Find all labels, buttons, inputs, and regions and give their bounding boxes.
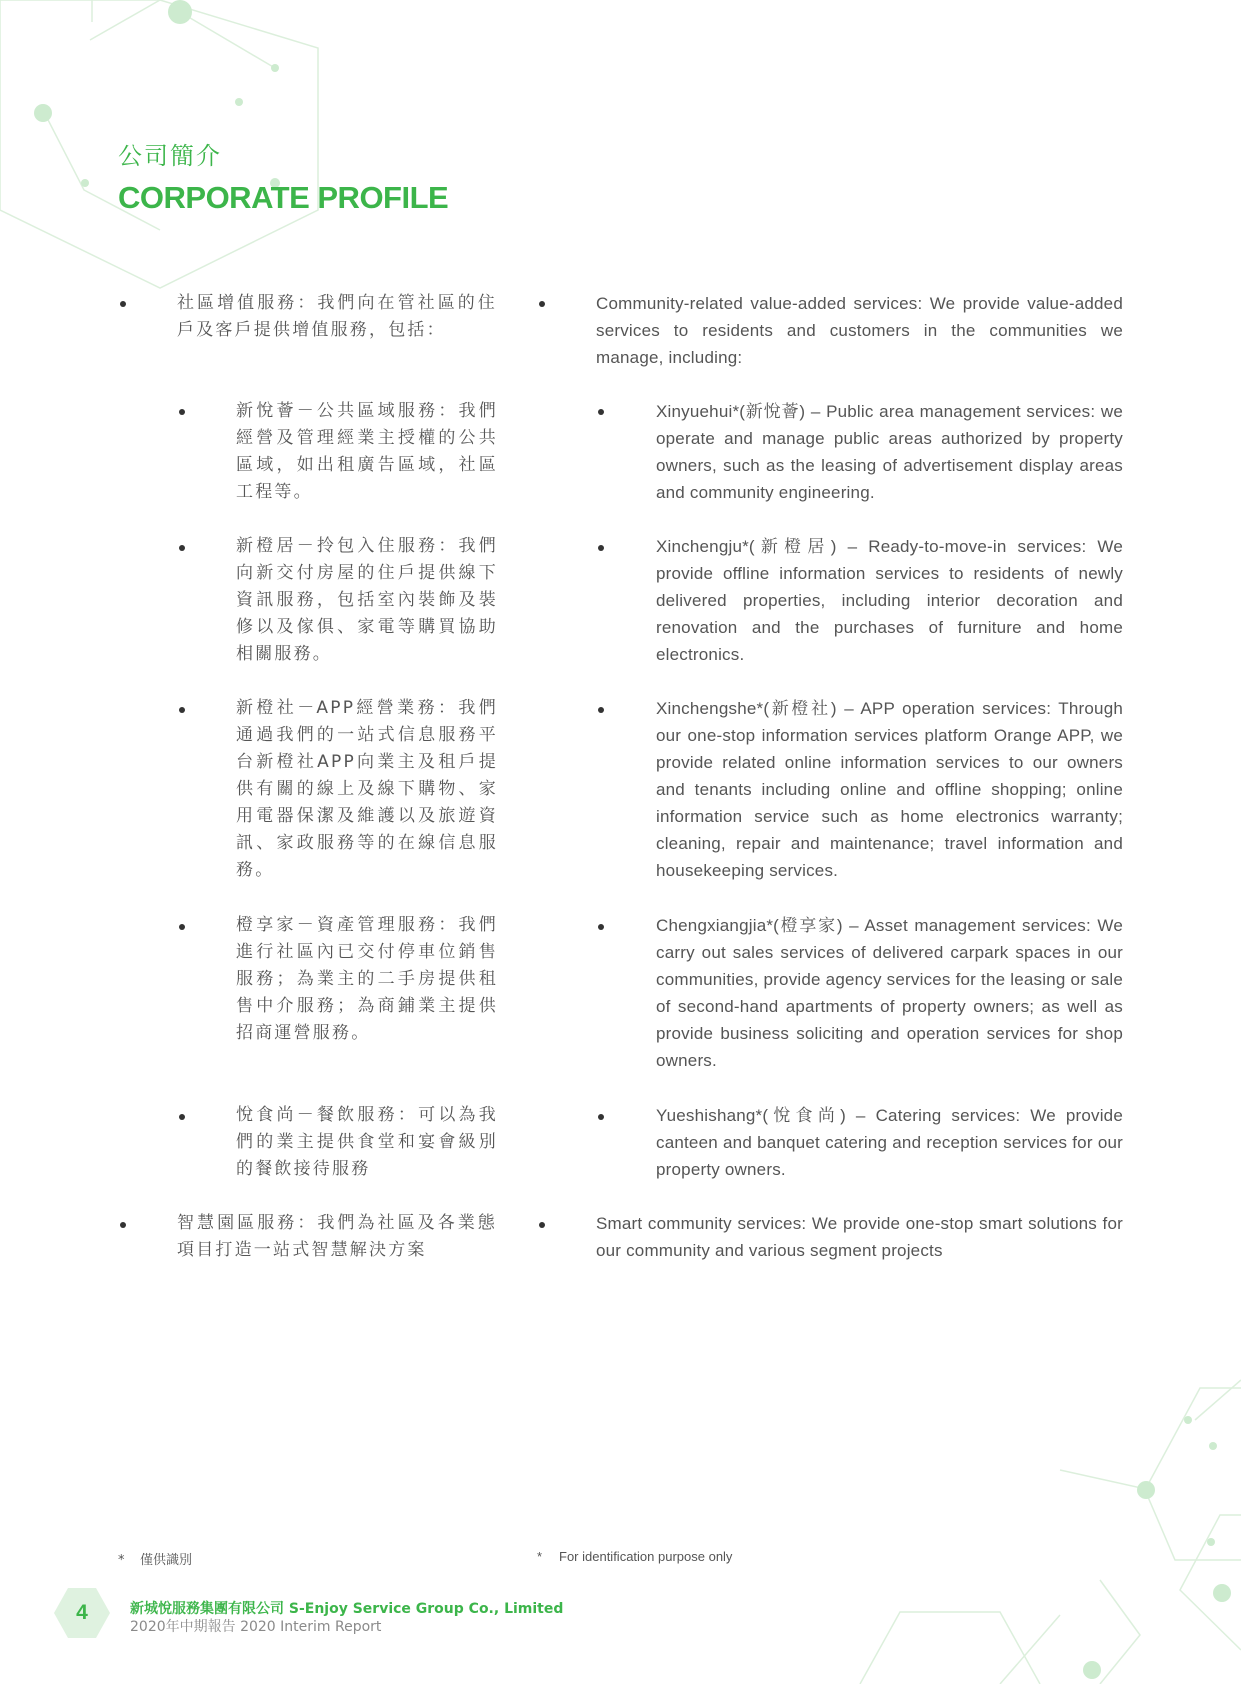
page-title: CORPORATE PROFILE [118, 180, 449, 215]
company-name: 新城悅服務集團有限公司 S-Enjoy Service Group Co., Limited [130, 1601, 564, 1617]
footnote-cn [118, 1549, 192, 1568]
sub-item-en: Chengxiangjia*(橙享家) – Asset management services: We carry out sales services of delivered carpark spaces in our communities, provide agency services for the leasing or sale of second-hand apartments of property owners; as well as provide business soliciting and operation services for shop owners. [656, 916, 1123, 1070]
bullet-icon [179, 924, 185, 930]
bullet-icon [120, 1222, 126, 1228]
footnote-star: * [537, 1549, 543, 1564]
footnote-en-text: For identification purpose only [559, 1549, 733, 1564]
bullet-icon [598, 409, 604, 415]
sub-item-cn: 悅食尚－餐飲服務：可以為我們的業主提供食堂和宴會級別的餐飲接待服務 [236, 1105, 498, 1179]
list-item-en: Smart community services: We provide one-stop smart solutions for our community and various segment projects [596, 1214, 1123, 1260]
list-item-cn: 智慧園區服務：我們為社區及各業態項目打造一站式智慧解決方案 [177, 1213, 497, 1260]
page-number: 4 [76, 1601, 88, 1624]
page-title-chinese: 公司簡介 [118, 142, 222, 170]
list-item-en: Community-related value-added services: We provide value-added services to residents and customers in the communities we manage, including: [596, 294, 1123, 367]
footnote-cn-text: 僅供識別 [140, 1553, 193, 1568]
bullet-icon [598, 924, 604, 930]
sub-item-en: Xinchengju*(新橙居) – Ready-to-move-in services: We provide offline information services to residents of newly delivered properties, including interior decoration and renovation and the purchases of furniture and home electronics. [656, 537, 1123, 664]
sub-item-en: Xinchengshe*(新橙社) – APP operation services: Through our one-stop information services platform Orange APP, we provide related online information services to our owners and tenants including online and offline shopping; online information service such as home electronics warranty; cleaning, repair and maintenance; travel information and housekeeping services. [656, 699, 1123, 880]
sub-item-cn: 橙享家－資產管理服務：我們進行社區內已交付停車位銷售服務；為業主的二手房提供租售中介服務；為商鋪業主提供招商運營服務。 [236, 915, 498, 1043]
bullet-icon [539, 1222, 545, 1228]
footnote-en [537, 1549, 732, 1564]
bullet-icon [179, 409, 185, 415]
sub-item-cn: 新橙居－拎包入住服務：我們向新交付房屋的住戶提供線下資訊服務，包括室內裝飾及裝修以及傢俱、家電等購買協助相關服務。 [236, 536, 498, 664]
bullet-icon [179, 707, 185, 713]
bullet-icon [598, 1114, 604, 1120]
sub-item-en: Xinyuehui*(新悅薈) – Public area management services: we operate and manage public areas authorized by property owners, such as the leasing of advertisement display areas and community engineering. [656, 402, 1123, 502]
bullet-icon [179, 545, 185, 551]
list-item-cn: 社區增值服務：我們向在管社區的住戶及客戶提供增值服務，包括： [177, 293, 497, 340]
footnote-star: * [118, 1553, 125, 1568]
bullet-icon [598, 707, 604, 713]
sub-item-cn: 新悅薈－公共區域服務：我們經營及管理經業主授權的公共區域，如出租廣告區域，社區工程等。 [236, 401, 498, 502]
bullet-icon [179, 1114, 185, 1120]
sub-item-en: Yueshishang*(悅食尚) – Catering services: We provide canteen and banquet catering and reception services for our property owners. [656, 1106, 1123, 1179]
bullet-icon [539, 301, 545, 307]
report-name: 2020年中期報告 2020 Interim Report [130, 1619, 382, 1635]
sub-item-cn: 新橙社－APP經營業務：我們通過我們的一站式信息服務平台新橙社APP向業主及租戶提供有關的線上及線下購物、家用電器保潔及維護以及旅遊資訊、家政服務等的在線信息服務。 [236, 698, 498, 880]
bullet-icon [598, 545, 604, 551]
bullet-icon [120, 301, 126, 307]
